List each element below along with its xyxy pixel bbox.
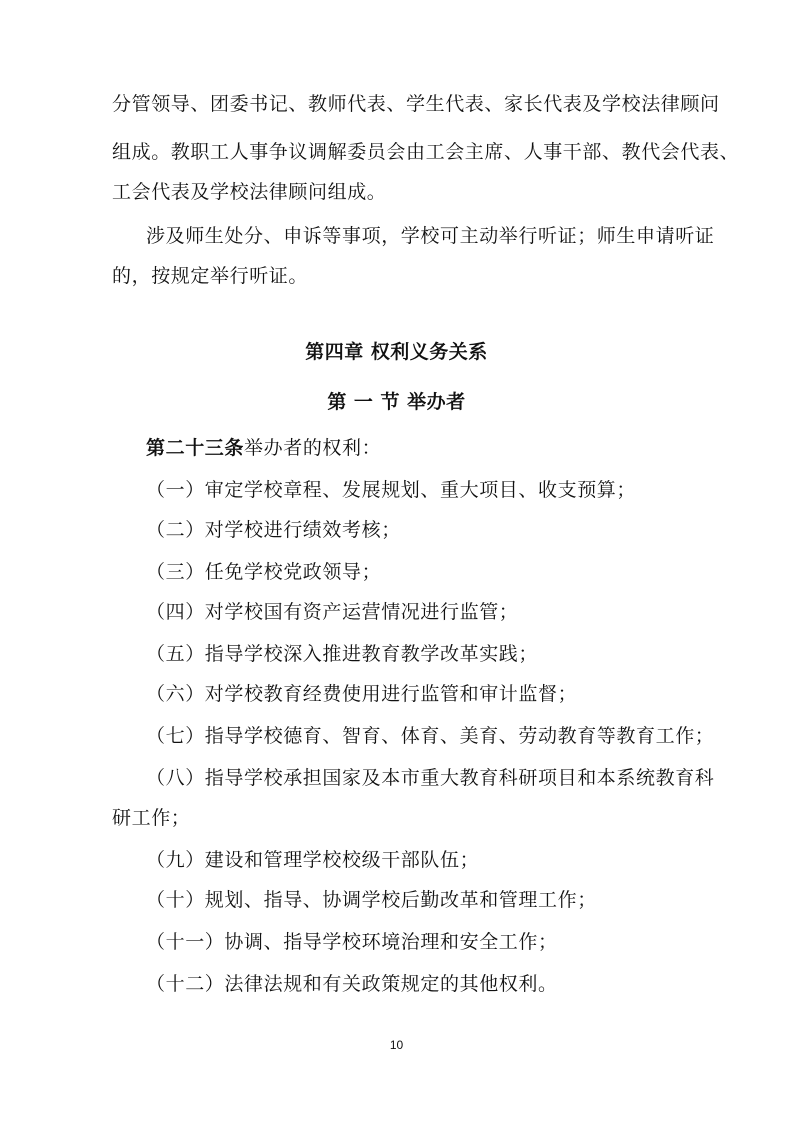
list-item: （四）对学校国有资产运营情况进行监管； (146, 601, 519, 623)
chapter-title: 第四章 权利义务关系 (305, 341, 488, 363)
article-number: 第二十三条 (146, 437, 245, 459)
article-heading (146, 436, 381, 460)
page-number: 10 (389, 1038, 404, 1052)
paragraph-line: 工会代表及学校法律顾问组成。 (112, 181, 387, 203)
list-item: （三）任免学校党政领导； (146, 561, 382, 583)
list-item: （十一）协调、指导学校环境治理和安全工作； (146, 931, 558, 953)
list-item: （五）指导学校深入推进教育教学改革实践； (146, 643, 539, 665)
paragraph-line: 分管领导、团委书记、教师代表、学生代表、家长代表及学校法律顾问 (112, 93, 720, 115)
list-item: （十）规划、指导、协调学校后勤改革和管理工作； (146, 889, 597, 911)
list-item: （二）对学校进行绩效考核； (146, 519, 401, 541)
section-title: 第 一 节 举办者 (327, 391, 466, 413)
list-item: （九）建设和管理学校校级干部队伍； (146, 849, 480, 871)
list-item-continuation: 研工作； (112, 807, 191, 829)
list-item: （八）指导学校承担国家及本市重大教育科研项目和本系统教育科 (146, 767, 715, 789)
paragraph-line: 组成。教职工人事争议调解委员会由工会主席、人事干部、教代会代表、 (112, 141, 740, 163)
list-item: （六）对学校教育经费使用进行监管和审计监督； (146, 683, 578, 705)
list-item: （七）指导学校德育、智育、体育、美育、劳动教育等教育工作； (146, 725, 715, 747)
paragraph-line: 的，按规定举行听证。 (112, 265, 309, 287)
list-item: （一）审定学校章程、发展规划、重大项目、收支预算； (146, 479, 637, 501)
list-item: （十二）法律法规和有关政策规定的其他权利。 (146, 973, 558, 995)
article-text: 举办者的权利： (244, 437, 382, 459)
paragraph-line: 涉及师生处分、申诉等事项，学校可主动举行听证；师生申请听证 (146, 225, 715, 247)
